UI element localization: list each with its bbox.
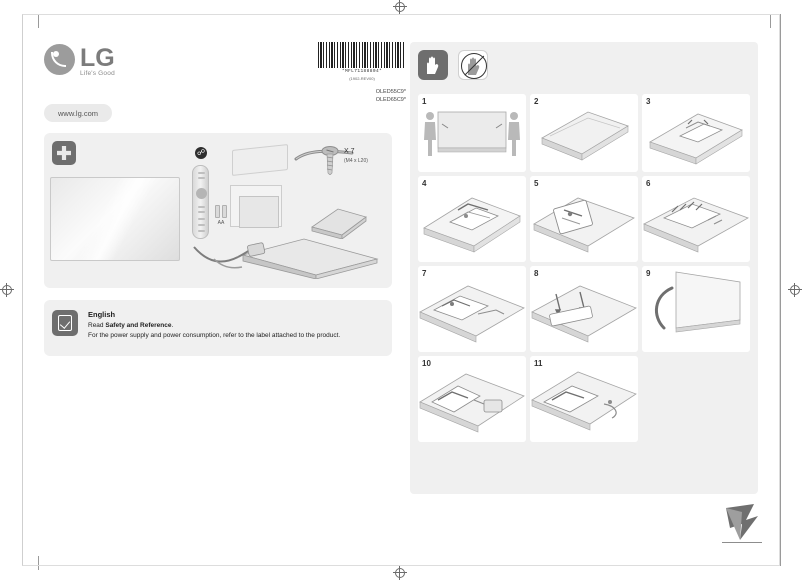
bluetooth-icon: ☍ xyxy=(196,148,206,157)
power-cord-illustration xyxy=(192,241,268,275)
step-number: 1 xyxy=(422,97,427,106)
step-grid xyxy=(418,94,750,442)
step-number: 9 xyxy=(646,269,651,278)
step-number: 5 xyxy=(534,179,539,188)
checklist-icon xyxy=(52,310,78,336)
screw-count: X 7 xyxy=(344,148,355,155)
safety-note-box xyxy=(44,300,392,356)
note-read-bold: Safety and Reference xyxy=(105,322,172,329)
step-card-2 xyxy=(530,94,638,172)
step-illustration-4 xyxy=(418,176,526,262)
step-number: 6 xyxy=(646,179,651,188)
lg-tagline: Life's Good xyxy=(80,70,115,77)
crop-line-top-right xyxy=(770,14,771,28)
battery-label: AA xyxy=(217,220,225,226)
accessories-icon xyxy=(52,141,76,165)
step-card-8 xyxy=(530,266,638,352)
step-number: 4 xyxy=(422,179,427,188)
screw-quantity-label xyxy=(344,147,368,165)
battery-illustration xyxy=(214,205,228,226)
step-card-empty xyxy=(642,356,750,434)
registration-mark-right xyxy=(788,283,802,297)
note-read-suffix: . xyxy=(171,322,174,329)
lg-wordmark: LG xyxy=(80,44,115,72)
crop-line-left-edge xyxy=(22,14,23,566)
barcode-block xyxy=(318,42,406,81)
note-language-label: English xyxy=(88,310,116,319)
step-card-11 xyxy=(530,356,638,442)
step-illustration-1 xyxy=(418,94,526,172)
step-illustration-7 xyxy=(418,266,526,352)
barcode-revision: (1902-REV00) xyxy=(349,76,375,81)
step-illustration-9 xyxy=(642,266,750,352)
step-illustration-2 xyxy=(530,94,638,172)
step-illustration-6 xyxy=(642,176,750,262)
magic-remote-illustration xyxy=(192,165,209,239)
step-number: 2 xyxy=(534,97,539,106)
model-number-1: OLED55C9* xyxy=(375,89,406,95)
step-card-7 xyxy=(418,266,526,352)
gloves-icon xyxy=(418,50,448,80)
crop-line-bottom-left xyxy=(38,556,39,570)
lg-logo xyxy=(44,44,164,84)
step-card-9 xyxy=(642,266,750,352)
note-line-1 xyxy=(88,322,173,329)
lg-face-icon xyxy=(44,44,75,75)
card-illustration xyxy=(232,144,288,176)
step-number: 11 xyxy=(534,359,543,368)
step-illustration-11 xyxy=(530,356,638,442)
model-list xyxy=(318,88,406,105)
assembly-steps-panel xyxy=(410,42,758,494)
step-card-4 xyxy=(418,176,526,262)
tv-illustration xyxy=(50,177,180,261)
registration-mark-left xyxy=(0,283,14,297)
step-illustration-10 xyxy=(418,356,526,442)
step-number: 8 xyxy=(534,269,539,278)
crop-line-top-left xyxy=(38,14,39,28)
step-card-3 xyxy=(642,94,750,172)
barcode-number: *MFL71188804* xyxy=(341,69,383,74)
no-bare-hands-icon xyxy=(458,50,488,80)
bird-logo-icon xyxy=(722,502,762,544)
step-number: 7 xyxy=(422,269,427,278)
tool-icon-group xyxy=(418,50,488,80)
bird-logo-underline xyxy=(722,542,762,543)
barcode-image xyxy=(318,42,404,68)
step-number: 10 xyxy=(422,359,431,368)
registration-mark-bottom xyxy=(393,566,407,580)
step-card-6 xyxy=(642,176,750,262)
step-illustration-5 xyxy=(530,176,638,262)
note-line-2: For the power supply and power consumption, refer to the label attached to the product. xyxy=(88,332,341,339)
registration-mark-top xyxy=(393,0,407,14)
accessories-panel xyxy=(44,133,392,288)
step-card-10 xyxy=(418,356,526,442)
note-read-prefix: Read xyxy=(88,322,106,329)
screw-spec: (M4 x L20) xyxy=(344,158,368,165)
manual-illustration xyxy=(230,185,282,227)
stand-bracket-illustration xyxy=(308,205,370,239)
website-badge: www.lg.com xyxy=(44,104,112,122)
crop-line-right-edge xyxy=(780,14,781,566)
model-number-2: OLED65C9* xyxy=(375,97,406,104)
step-card-5 xyxy=(530,176,638,262)
step-illustration-3 xyxy=(642,94,750,172)
step-number: 3 xyxy=(646,97,651,106)
step-illustration-8 xyxy=(530,266,638,352)
step-card-1 xyxy=(418,94,526,172)
screw-illustration xyxy=(320,145,340,175)
